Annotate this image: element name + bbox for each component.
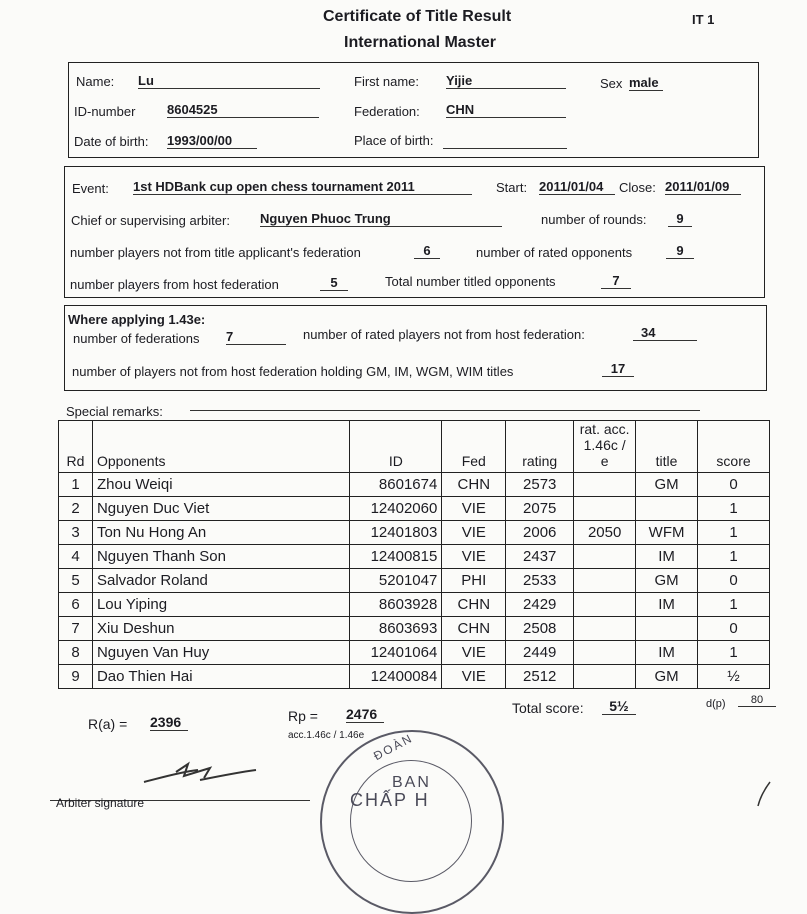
header-fed: Fed [442,421,506,473]
players-not-from-fed-value: 6 [414,243,440,259]
row-rat-acc [574,473,636,497]
header-score: score [698,421,770,473]
table-row [59,521,770,545]
row-title: IM [636,545,698,569]
row-title: IM [636,593,698,617]
row-rat-acc [574,617,636,641]
dp-value: 80 [738,694,776,707]
name-label: Name: [76,74,115,89]
header-rating: rating [506,421,574,473]
row-rd: 3 [59,521,93,545]
row-opponent-name: Nguyen Duc Viet [92,497,349,521]
rated-opponents-value: 9 [666,243,694,259]
sex-label: Sex [600,76,623,91]
event-label: Event: [72,181,109,196]
titled-opponents-label: Total number titled opponents [385,274,556,289]
row-opponent-name: Lou Yiping [92,593,349,617]
players-not-from-fed-label: number players not from title applicant's federation [70,245,361,260]
rule-143e-heading: Where applying 1.43e: [68,312,206,327]
header-rd: Rd [59,421,93,473]
row-id: 12401064 [350,641,442,665]
row-score: 0 [698,617,770,641]
rated-not-host-value: 34 [633,325,697,341]
close-label: Close: [619,180,656,195]
row-rd: 2 [59,497,93,521]
row-score: 1 [698,497,770,521]
arbiter-label: Chief or supervising arbiter: [71,213,230,228]
row-score: 1 [698,521,770,545]
total-score-label: Total score: [512,700,584,716]
arbiter-value: Nguyen Phuoc Trung [260,211,502,227]
row-rating: 2508 [506,617,574,641]
row-rating: 2429 [506,593,574,617]
row-rat-acc [574,665,636,689]
table-row [59,641,770,665]
row-title: GM [636,569,698,593]
dp-label: d(p) [706,698,726,710]
row-opponent-name: Salvador Roland [92,569,349,593]
row-rat-acc [574,593,636,617]
pob-label: Place of birth: [354,133,434,148]
table-header-row [59,421,770,473]
table-row [59,593,770,617]
start-label: Start: [496,180,528,195]
table-row [59,665,770,689]
rated-opponents-label: number of rated opponents [476,245,633,260]
rounds-label: number of rounds: [541,212,647,227]
row-fed: CHN [442,473,506,497]
row-rd: 7 [59,617,93,641]
document-title: Certificate of Title Result [323,8,512,25]
first-name-label: First name: [354,74,420,89]
row-rating: 2512 [506,665,574,689]
row-rating: 2533 [506,569,574,593]
row-title: GM [636,473,698,497]
name-value: Lu [138,73,320,89]
rounds-value: 9 [668,211,692,227]
signature-label: Arbiter signature [56,796,145,810]
row-rd: 9 [59,665,93,689]
federation-value: CHN [446,102,566,118]
row-opponent-name: Ton Nu Hong An [92,521,349,545]
total-score-value: 5½ [602,698,636,715]
sex-value: male [629,75,663,91]
federation-stamp [320,730,504,914]
row-fed: VIE [442,521,506,545]
titled-not-host-value: 17 [602,361,634,377]
row-fed: VIE [442,665,506,689]
row-rat-acc [574,497,636,521]
header-id: ID [350,421,442,473]
stamp-mid-text: BAN [392,774,431,791]
row-rat-acc: 2050 [574,521,636,545]
special-remarks-line [190,398,700,411]
id-number-value: 8604525 [167,102,319,118]
rp-value: 2476 [346,706,384,723]
form-code: IT 1 [692,12,715,27]
row-title [636,617,698,641]
row-rat-acc [574,545,636,569]
row-rating: 2075 [506,497,574,521]
special-remarks-label: Special remarks: [66,404,163,419]
row-score: 0 [698,569,770,593]
federations-value: 7 [226,329,286,345]
table-row [59,473,770,497]
row-rd: 1 [59,473,93,497]
row-score: 0 [698,473,770,497]
host-fed-players-value: 5 [320,275,348,291]
results-table [58,420,770,689]
row-rd: 6 [59,593,93,617]
row-rating: 2573 [506,473,574,497]
row-fed: CHN [442,617,506,641]
header-rat-acc-line2: 1.46c / e [583,437,626,469]
row-title: WFM [636,521,698,545]
row-rd: 5 [59,569,93,593]
ra-value: 2396 [150,714,188,731]
row-opponent-name: Nguyen Thanh Son [92,545,349,569]
row-opponent-name: Zhou Weiqi [92,473,349,497]
table-row [59,617,770,641]
document-subtitle: International Master [344,34,497,51]
row-score: 1 [698,545,770,569]
row-opponent-name: Nguyen Van Huy [92,641,349,665]
row-title [636,497,698,521]
row-id: 8601674 [350,473,442,497]
row-fed: CHN [442,593,506,617]
row-fed: VIE [442,497,506,521]
ra-label: R(a) = [88,716,128,732]
host-fed-players-label: number players from host federation [70,277,279,292]
table-row [59,545,770,569]
dob-label: Date of birth: [74,134,149,149]
arbiter-signature [140,760,260,790]
id-number-label: ID-number [74,104,136,119]
row-id: 5201047 [350,569,442,593]
close-value: 2011/01/09 [665,179,741,195]
header-title: title [636,421,698,473]
table-row [59,497,770,521]
stamp-bottom-text: CHẤP H [350,790,430,810]
pen-mark [740,780,780,807]
row-fed: VIE [442,545,506,569]
row-opponent-name: Xiu Deshun [92,617,349,641]
rp-note: acc.1.46c / 1.46e [288,730,365,741]
rp-label: Rp = [288,708,318,724]
federations-label: number of federations [73,331,200,346]
first-name-value: Yijie [446,73,566,89]
row-score: ½ [698,665,770,689]
row-rat-acc [574,641,636,665]
header-rat-acc [574,421,636,473]
row-title: IM [636,641,698,665]
row-score: 1 [698,593,770,617]
event-value: 1st HDBank cup open chess tournament 2011 [133,179,472,195]
titled-opponents-value: 7 [601,273,631,289]
row-id: 12402060 [350,497,442,521]
row-rat-acc [574,569,636,593]
table-row [59,569,770,593]
dob-value: 1993/00/00 [167,133,257,149]
row-opponent-name: Dao Thien Hai [92,665,349,689]
row-score: 1 [698,641,770,665]
row-id: 12400084 [350,665,442,689]
row-rating: 2006 [506,521,574,545]
rated-not-host-label: number of rated players not from host federation: [303,327,585,342]
row-id: 12400815 [350,545,442,569]
row-rating: 2449 [506,641,574,665]
row-rd: 8 [59,641,93,665]
pob-value [443,132,567,149]
federation-label: Federation: [354,104,420,119]
row-title: GM [636,665,698,689]
titled-not-host-label: number of players not from host federation holding GM, IM, WGM, WIM titles [72,364,514,379]
row-rd: 4 [59,545,93,569]
header-rat-acc-line1: rat. acc. [579,421,630,437]
row-id: 8603693 [350,617,442,641]
stamp-top-text: ĐOÀN [371,730,416,764]
start-value: 2011/01/04 [539,179,615,195]
row-fed: VIE [442,641,506,665]
row-id: 12401803 [350,521,442,545]
row-fed: PHI [442,569,506,593]
header-opponents: Opponents [92,421,349,473]
row-id: 8603928 [350,593,442,617]
row-rating: 2437 [506,545,574,569]
